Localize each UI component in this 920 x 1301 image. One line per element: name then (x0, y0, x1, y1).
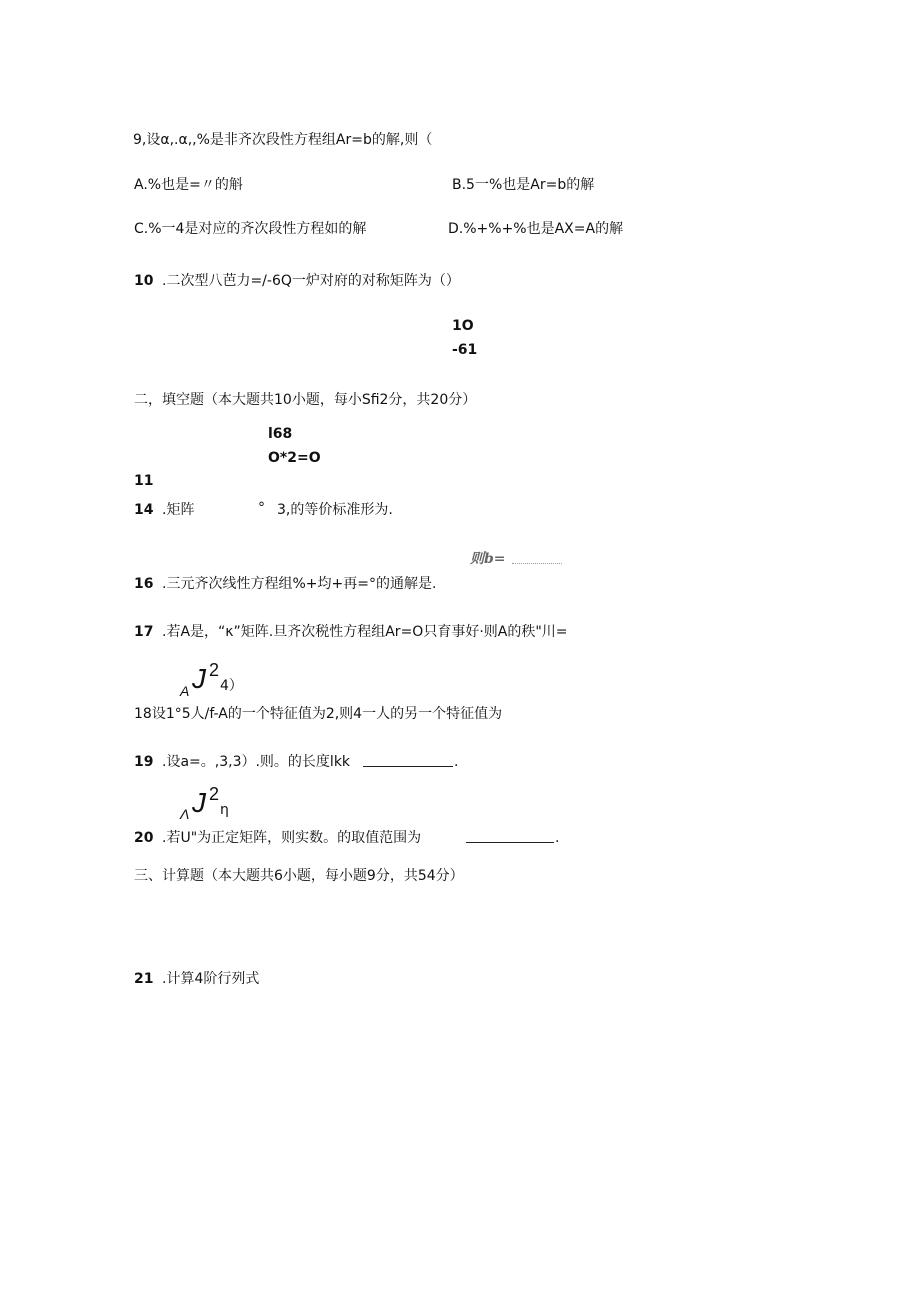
q9-option-b: B.5一%也是Ar=b的解 (452, 177, 595, 193)
q10-stem: .二次型八芭力=/-6Q一炉对府的对称矩阵为（） (162, 273, 460, 289)
q16-stem: .三元齐次线性方程组%+均+再=°的通解是. (162, 576, 437, 592)
q19-stem: .设a=。,3,3）.则。的长度lkk (162, 754, 351, 770)
q20-number: 20 (134, 830, 154, 846)
q9-stem: 9,设α,.α,,%是非齐次段性方程组Ar=b的解,则（ (133, 132, 433, 148)
q19-end: . (454, 754, 459, 770)
formula-1-superscript: 2 (209, 660, 220, 680)
formula-1-tail: 4） (220, 678, 243, 694)
q11-matrix-row-2: O*2=O (268, 450, 321, 466)
q16-number: 16 (134, 576, 154, 592)
q17-number: 17 (134, 624, 154, 640)
q20-stem: .若U"为正定矩阵，则实数。的取值范围为 (162, 830, 422, 846)
q11-number: 11 (134, 473, 154, 489)
section-3-heading: 三、计算题（本大题共6小题，每小题9分，共54分） (134, 868, 464, 884)
q14-label: .矩阵 (162, 502, 195, 518)
q21-stem: .计算4阶行列式 (162, 971, 260, 987)
formula-1-subscript: A (180, 683, 190, 699)
q10-matrix-row-1: 1O (452, 318, 474, 334)
q20-answer-blank (466, 829, 554, 848)
section-2-heading: 二，填空题（本大题共10小题，每小Sfi2分，共20分） (134, 392, 477, 408)
formula-1-symbol: J (192, 663, 206, 694)
q10-matrix-row-2: -61 (452, 342, 478, 358)
q21-number: 21 (134, 971, 154, 987)
formula-2-subscript: Λ (180, 806, 190, 822)
q9-option-c: C.%一4是对应的齐次段性方程如的解 (134, 221, 367, 237)
q11-matrix-row-1: l68 (268, 426, 293, 442)
q19-answer-blank (363, 753, 453, 772)
q14-tail: 3,的等价标准形为. (277, 502, 393, 518)
q19-number: 19 (134, 754, 154, 770)
formula-2-symbol: J (192, 787, 206, 818)
formula-2-superscript: 2 (209, 784, 220, 804)
q20-end: . (555, 830, 560, 846)
embedded-formula-text: 则b= (470, 551, 506, 567)
q9-option-a: A.%也是=〃的斛 (134, 177, 243, 193)
q18-stem: 18设1°5人/f-A的一个特征值为2,则4一人的另一个特征值为 (134, 706, 503, 722)
q17-stem: .若A是，“κ”矩阵.旦齐次税性方程组Ar=O只育事好·则A的秩"川= (162, 624, 568, 640)
formula-2-tail: η (220, 802, 229, 818)
q14-degree: ° (258, 500, 265, 516)
q9-option-d: D.%+%+%也是AX=A的解 (448, 221, 624, 237)
embedded-formula-image (470, 548, 562, 568)
q14-number: 14 (134, 502, 154, 518)
q10-number: 10 (134, 273, 154, 289)
